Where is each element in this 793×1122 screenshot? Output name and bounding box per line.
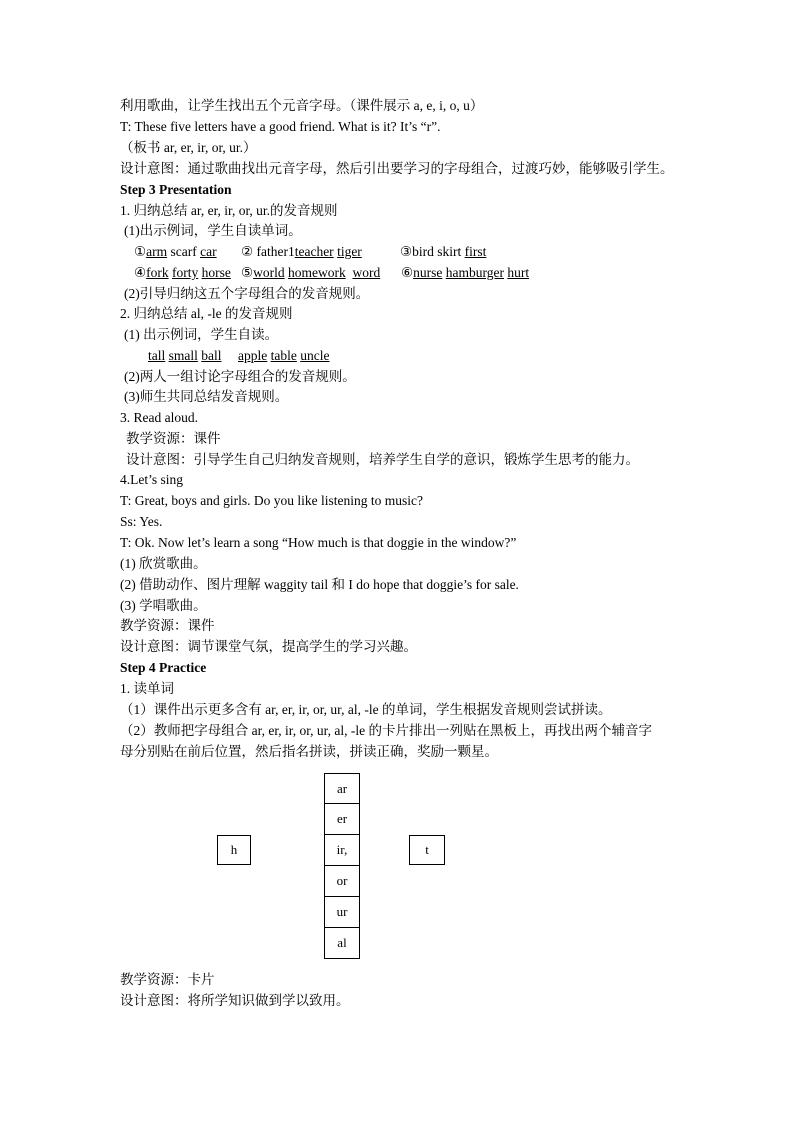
text-line: T: Ok. Now let’s learn a song “How much is that doggie in the window?”: [120, 535, 517, 550]
consonant-card-right: t: [409, 835, 445, 865]
text-line: 设计意图：引导学生自己归纳发音规则，培养学生自学的意识，锻炼学生思考的能力。: [126, 452, 639, 467]
text-line: 2. 归纳总结 al, -le 的发音规则: [120, 306, 293, 321]
text-line: 教学资源：课件: [126, 431, 221, 446]
consonant-card-left: h: [217, 835, 251, 865]
text-line: Ss: Yes.: [120, 514, 163, 529]
text-line: 利用歌曲，让学生找出五个元音字母。（课件展示 a, e, i, o, u）: [120, 98, 484, 113]
text-line: (3)师生共同总结发音规则。: [124, 389, 289, 404]
combination-card: ir,: [324, 835, 360, 866]
text-line: 教学资源：卡片: [120, 972, 215, 987]
text-line: 1. 归纳总结 ar, er, ir, or, ur.的发音规则: [120, 203, 338, 218]
example-group-1: ①arm scarf car: [134, 244, 217, 259]
text-line: 母分别贴在前后位置，然后指名拼读，拼读正确，奖励一颗星。: [120, 744, 498, 759]
text-line: 设计意图：调节课堂气氛，提高学生的学习兴趣。: [120, 639, 417, 654]
combination-card: or: [324, 866, 360, 897]
text-line: 设计意图：将所学知识做到学以致用。: [120, 993, 350, 1008]
combination-card: er: [324, 804, 360, 835]
text-line: 3. Read aloud.: [120, 410, 198, 425]
combination-card: ur: [324, 897, 360, 928]
text-line: 设计意图：通过歌曲找出元音字母，然后引出要学习的字母组合，过渡巧妙，能够吸引学生。: [120, 161, 674, 176]
text-line: T: Great, boys and girls. Do you like listening to music?: [120, 493, 424, 508]
text-line: (3) 学唱歌曲。: [120, 598, 207, 613]
example-group-3: ③bird skirt first: [400, 244, 487, 259]
letter-combination-column: [324, 773, 360, 959]
combination-card: ar: [324, 773, 360, 804]
text-line: 教学资源：课件: [120, 618, 215, 633]
text-line: （2）教师把字母组合 ar, er, ir, or, ur, al, -le 的卡片排出一列贴在黑板上，再找出两个辅音字: [120, 723, 652, 738]
text-line: （板书 ar, er, ir, or, ur.）: [120, 140, 257, 155]
example-group-5: ⑤world homework word: [241, 265, 381, 280]
text-line: (2) 借助动作、图片理解 waggity tail 和 I do hope that doggie’s for sale.: [120, 577, 519, 592]
text-line: (1) 欣赏歌曲。: [120, 556, 207, 571]
example-group-6: ⑥nurse hamburger hurt: [401, 265, 530, 280]
text-line: (2)两人一组讨论字母组合的发音规则。: [124, 369, 356, 384]
example-al-words: tall small ball: [148, 348, 222, 363]
combination-card: al: [324, 928, 360, 959]
section-heading: Step 3 Presentation: [120, 182, 232, 197]
text-line: (2)引导归纳这五个字母组合的发音规则。: [124, 286, 370, 301]
text-line: (1) 出示例词，学生自读。: [124, 327, 279, 342]
text-line: (1)出示例词，学生自读单词。: [124, 223, 302, 238]
text-line: 4.Let’s sing: [120, 472, 183, 487]
section-heading: Step 4 Practice: [120, 660, 207, 675]
text-line: T: These five letters have a good friend. What is it? It’s “r”.: [120, 119, 441, 134]
example-le-words: apple table uncle: [238, 348, 330, 363]
example-group-2: ② father1teacher tiger: [241, 244, 362, 259]
text-line: 1. 读单词: [120, 681, 174, 696]
text-line: （1）课件出示更多含有 ar, er, ir, or, ur, al, -le 的单词，学生根据发音规则尝试拼读。: [120, 702, 612, 717]
example-group-4: ④fork forty horse: [134, 265, 231, 280]
